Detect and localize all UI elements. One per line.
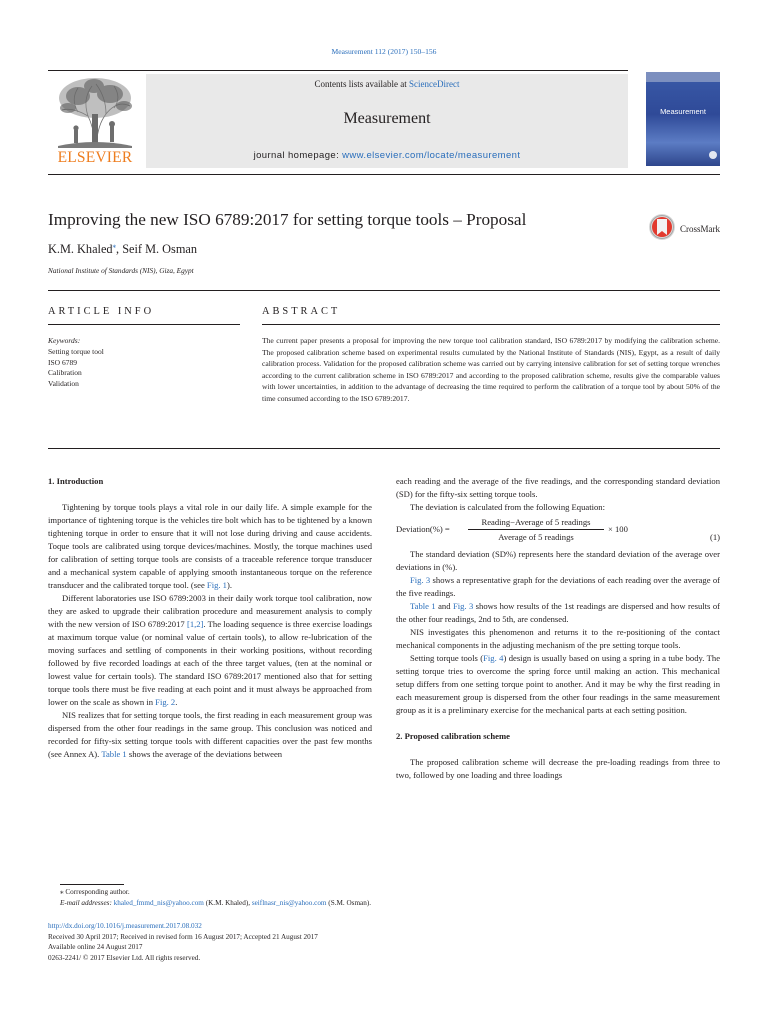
equation-1 <box>396 514 720 544</box>
keyword-item: Calibration <box>48 368 82 378</box>
doi-link[interactable]: http://dx.doi.org/10.1016/j.measurement.2017.08.032 <box>48 922 202 930</box>
proposed-scheme-paragraph: The proposed calibration scheme will decrease the pre-loading readings from three to two, followed by one loading and three loadings <box>396 757 720 780</box>
author-list <box>48 242 197 257</box>
equation-fraction-bar <box>468 529 604 530</box>
elsevier-wordmark: ELSEVIER <box>57 149 133 166</box>
section-heading-introduction: 1. Introduction <box>48 476 104 486</box>
deviation-paragraph-2: The deviation is calculated from the following Equation: <box>410 502 605 512</box>
abstract-text: The current paper presents a proposal for improving the new torque tool calibration standard, ISO 6789:2017 by modifying the calibration scheme. The proposed calibration scheme based on experimental results cumulated by the National Institute of Standards (NIS), Egypt, as a result of daily calibration process. Validation for the proposed calibration scheme was carried out by carrying intensive calibration for set of setting torque wrenches according to the current calibration scheme in ISO 6789:2017 and according to the proposed calibration scheme, results give the comparable values with lower uncertainties, in addition to the advantage of decreasing the time required to perform the calibration of a torque tool by about 50% of the time consumed according to the ISO 6789:2017. <box>262 336 720 403</box>
abstract-rule <box>262 324 720 325</box>
equation-denominator: Average of 5 readings <box>498 532 574 542</box>
article-history <box>48 921 720 963</box>
copyright-line: 0263-2241/ © 2017 Elsevier Ltd. All rights reserved. <box>48 953 201 962</box>
info-top-rule <box>48 290 720 291</box>
author-affiliation: National Institute of Standards (NIS), Giza, Egypt <box>48 266 194 275</box>
fig3-paragraph: Fig. 3 shows a representative graph for the deviations of each reading over the average of the five readings. <box>396 575 720 598</box>
footnote-rule <box>60 884 124 885</box>
received-dates: Received 30 April 2017; Received in revised form 16 August 2017; Accepted 21 August 2017 <box>48 932 318 941</box>
abstract-bottom-rule <box>48 448 720 449</box>
article-info-rule <box>48 324 240 325</box>
keyword-item: ISO 6789 <box>48 357 77 367</box>
masthead-bottom-rule <box>48 174 720 175</box>
online-date: Available online 24 August 2017 <box>48 943 143 952</box>
fig4-reference-link[interactable]: Fig. 4 <box>483 653 504 663</box>
crossmark-icon[interactable] <box>648 213 676 241</box>
masthead-top-rule <box>48 70 628 71</box>
email-osman-link[interactable]: seiflnasr_nis@yahoo.com <box>251 898 327 907</box>
fig3-reference-link[interactable]: Fig. 3 <box>452 601 474 611</box>
email-addresses: E-mail addresses: khaled_fmmd_nis@yahoo.com (K.M. Khaled), seiflnasr_nis@yahoo.com (S.M. Osman). <box>60 898 372 907</box>
corresponding-author-mark[interactable]: ⁎ <box>112 242 117 250</box>
section-heading-proposed-scheme: 2. Proposed calibration scheme <box>396 731 510 741</box>
crossmark-label[interactable]: CrossMark <box>680 224 720 234</box>
email-khaled-link[interactable]: khaled_fmmd_nis@yahoo.com <box>113 898 204 907</box>
homepage-label: journal homepage: <box>253 150 343 161</box>
equation-lhs: Deviation(%) = <box>396 524 450 534</box>
journal-cover-title: Measurement <box>660 107 706 116</box>
footnotes <box>60 887 720 908</box>
author-khaled[interactable]: K.M. Khaled <box>48 242 113 257</box>
article-info-heading: ARTICLE INFO <box>48 306 155 317</box>
sd-paragraph: The standard deviation (SD%) represents here the standard deviation of the average over deviations in (%). <box>396 549 720 572</box>
contents-prefix: Contents lists available at <box>314 79 409 89</box>
fig1-reference-link[interactable]: Fig. 1 <box>206 580 227 590</box>
table1-reference-link[interactable]: Table 1 <box>101 749 127 759</box>
deviation-paragraph-1: each reading and the average of the five readings, and the corresponding standard deviation (SD) for the fifty-six setting torque tools. <box>396 476 720 499</box>
journal-homepage <box>146 150 628 161</box>
journal-name: Measurement <box>343 110 431 127</box>
contents-line <box>146 79 628 89</box>
table1-reference-link[interactable]: Table 1 <box>410 601 436 611</box>
fig3-reference-link[interactable]: Fig. 3 <box>410 575 431 585</box>
investigation-paragraph: NIS investigates this phenomenon and returns it to the re-positioning of the contact mechanical components in the adjusting mechanism of the pre setting torque tools. <box>396 627 720 650</box>
abstract-heading: ABSTRACT <box>262 306 341 317</box>
journal-cover-strip <box>646 72 720 82</box>
left-column <box>48 475 372 761</box>
intro-paragraph-2: Different laboratories use ISO 6789:2003 in their daily work torque tool calibration, now they are asked to upgrade their calibration procedure and measurement analysis to comply with the new version of ISO 6789:2017 [1,2]. The loading sequence is three exercise loadings at maximum torque value (or nominal value of certain tools), to allow re-lubrication of the moving surfaces and settling of components in their working positions, without recording followed by five recorded loadings at each of the three target values, (ten at the nominal or lowest value for certain tools). The standard ISO 6789:2017 mentioned also that for setting torque tools there must be five reading at each point and it must always be approached from lower on the scale as shown in Fig. 2. <box>48 593 373 707</box>
author-separator: , <box>116 242 123 257</box>
keywords-label: Keywords: <box>48 336 81 345</box>
fig2-reference-link[interactable]: Fig. 2 <box>155 697 176 707</box>
results-paragraph: Table 1 and Fig. 3 shows how results of the 1st readings are dispersed and how results of the other four readings, 2nd to 5th, are condensed. <box>396 601 720 624</box>
author-osman[interactable]: Seif M. Osman <box>122 242 198 257</box>
equation-factor: × 100 <box>608 524 628 534</box>
cover-badge-icon <box>708 150 718 160</box>
keyword-item: Validation <box>48 379 79 389</box>
sciencedirect-link[interactable]: ScienceDirect <box>409 79 460 89</box>
citation-1-2-link[interactable]: [1,2] <box>186 619 204 629</box>
intro-paragraph-3: NIS realizes that for setting torque tools, the first reading in each measurement group was dispersed from the other four readings in the same group. This conclusion was noticed and recorded for fifty-six setting torque tools with different capacities over the past few months (see Annex A). Table 1 shows the average of the deviations between <box>48 710 372 759</box>
homepage-link[interactable]: www.elsevier.com/locate/measurement <box>342 150 521 161</box>
keyword-item: Setting torque tool <box>48 346 104 356</box>
equation-number: (1) <box>709 532 720 542</box>
journal-citation[interactable]: Measurement 112 (2017) 150–156 <box>331 47 437 56</box>
design-paragraph: Setting torque tools (Fig. 4) design is usually based on using a spring in a tube body. The setting torque tries to overcome the spring force until making an action. This mechanical setup differs from one setting torque point to another. And it may be why the first reading in each measurement group is dispersed from the other four readings in the same measurement group as it is a preliminary exercise for the mechanical parts at each setting position. <box>396 653 721 715</box>
keywords-block <box>48 336 238 390</box>
article-title: Improving the new ISO 6789:2017 for setting torque tools – Proposal <box>48 210 527 229</box>
equation-numerator: Reading−Average of 5 readings <box>481 517 591 527</box>
intro-paragraph-1: Tightening by torque tools plays a vital role in our daily life. A simple example for the importance of tightening torque is the vehicles tire bolt which has to be tightened by a known tightening torque in order to ensure that it will not lose during driving and cause accidents. Toque tools are calibrated using torque devices/machines. Mostly, the torque machines used for calibration of setting torque tools are consists of a traceable reference torque transducer and a mechanical system capable of applying smooth instantaneous torque on the reference transducer and the calibrated torque tool. (see Fig. 1). <box>48 502 372 590</box>
corresponding-author-note: ⁎ Corresponding author. <box>60 888 130 896</box>
right-column <box>396 475 720 782</box>
